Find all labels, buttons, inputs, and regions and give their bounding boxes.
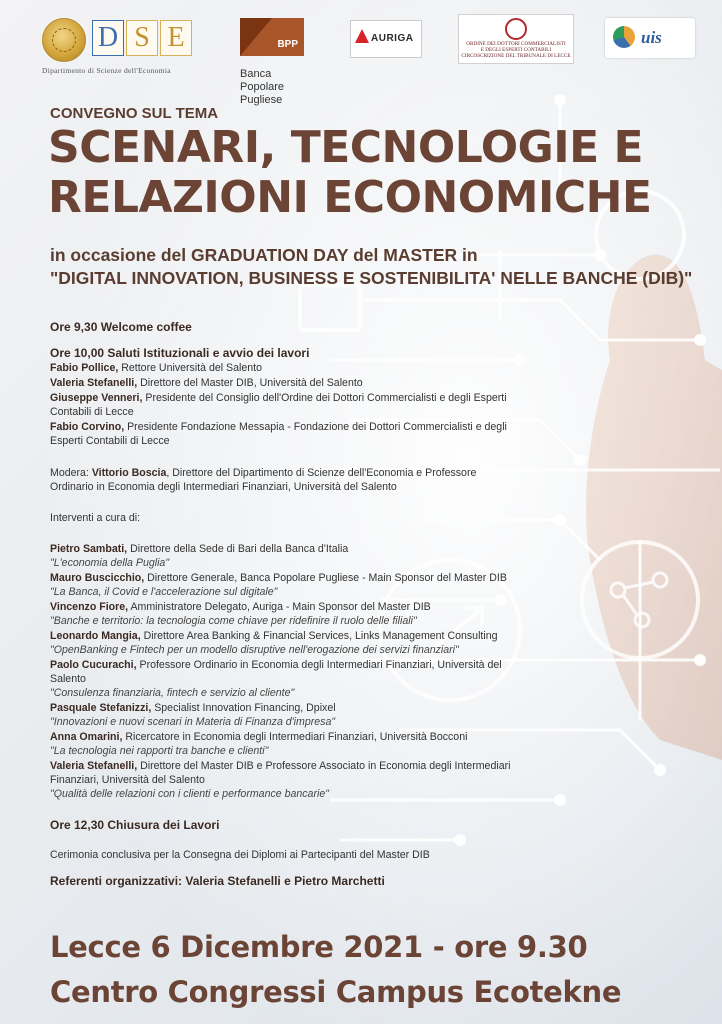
bpp-name-line: Pugliese [240, 94, 283, 106]
opening-speaker [50, 361, 520, 375]
speaker-name: Valeria Stefanelli, [50, 377, 138, 389]
talk-item [50, 571, 520, 599]
interventions-label: Interventi a cura di: [50, 512, 141, 524]
speaker-name: Vincenzo Fiore, [50, 601, 129, 613]
opening-speaker [50, 376, 520, 390]
uis-logo [605, 18, 695, 58]
dse-letter-d: D [92, 20, 124, 56]
bpp-name-line: Banca [240, 68, 272, 80]
odcec-emblem-icon [505, 18, 527, 40]
bpp-mark-icon [240, 18, 304, 56]
opening-speaker [50, 420, 520, 448]
talk-item [50, 600, 520, 628]
bpp-name-line: Popolare [240, 81, 285, 93]
speaker-name: Fabio Corvino, [50, 421, 125, 433]
conference-kicker: CONVEGNO SUL TEMA [50, 105, 219, 122]
banca-popolare-pugliese-logo [240, 18, 330, 113]
conference-title [48, 123, 688, 223]
moderator-name: Vittorio Boscia [91, 467, 167, 479]
talk-item [50, 759, 520, 801]
moderator [50, 466, 520, 494]
event-date-time: Lecce 6 Dicembre 2021 - ore 9.30 [50, 930, 588, 964]
event-venue: Centro Congressi Campus Ecotekne [50, 975, 622, 1009]
talk-title: "Innovazioni e nuovi scenari in Materia di Finanza d'impresa" [50, 716, 336, 728]
conference-title-line: SCENARI, TECNOLOGIE E [48, 122, 644, 173]
speaker-name: Valeria Stefanelli, [50, 760, 138, 772]
odcec-line: ORDINE DEI DOTTORI COMMERCIALISTI [466, 41, 566, 47]
uis-name: uis [641, 28, 662, 47]
talk-title: "L'economia della Puglia" [50, 557, 170, 569]
dse-letters [92, 20, 192, 56]
speaker-name: Fabio Pollice, [50, 362, 119, 374]
talk-title: "La tecnologia nei rapporti tra banche e clienti" [50, 745, 269, 757]
opening-speaker [50, 391, 520, 419]
organizers [50, 874, 520, 888]
talk-item [50, 658, 520, 700]
dse-caption: Dipartimento di Scienze dell'Economia [42, 66, 171, 75]
occasion-event: GRADUATION DAY [191, 245, 349, 265]
occasion-master: MASTER in [383, 245, 478, 265]
talk-title: "Banche e territorio: la tecnologia come chiave per ridefinire il ruolo delle filiali" [50, 615, 417, 627]
talk-title: "La Banca, il Covid e l'accelerazione sul digitale" [50, 586, 278, 598]
opening-session-heading: Ore 10,00 Saluti Istituzionali e avvio dei lavori [50, 346, 310, 360]
odcec-line: CIRCOSCRIZIONE DEL TRIBUNALE DI LECCE [461, 53, 571, 59]
partner-logo-bar [0, 12, 722, 107]
speaker-role: Direttore Area Banking & Financial Services, Links Management Consulting [143, 630, 498, 642]
speaker-role: Direttore del Master DIB e Professore Associato in Economia degli Intermediari Finanziari, Università del Salento [50, 760, 511, 786]
talk-item [50, 701, 520, 729]
auriga-name: AURIGA [371, 33, 414, 44]
moderator-label: Modera: [50, 467, 92, 479]
dse-logo [42, 18, 202, 80]
conference-title-line: RELAZIONI ECONOMICHE [48, 172, 652, 223]
occasion-prefix: in occasione del [50, 245, 192, 265]
speaker-role: Presidente Fondazione Messapia - Fondazione dei Dottori Commercialisti e degli Esperti Contabili di Lecce [50, 421, 507, 447]
speaker-role: Specialist Innovation Financing, Dpixel [154, 702, 336, 714]
talk-item [50, 629, 520, 657]
closing-heading: Ore 12,30 Chiusura dei Lavori [50, 818, 220, 832]
organizers-label: Referenti organizzativi: [50, 874, 186, 888]
speaker-name: Giuseppe Venneri, [50, 392, 143, 404]
talk-item [50, 542, 520, 570]
speaker-name: Anna Omarini, [50, 731, 123, 743]
talk-item [50, 730, 520, 758]
speaker-name: Pasquale Stefanizzi, [50, 702, 152, 714]
speaker-name: Paolo Cucurachi, [50, 659, 137, 671]
occasion-subtitle [50, 244, 700, 290]
speaker-role: Rettore Università del Salento [121, 362, 262, 374]
odcec-line: E DEGLI ESPERTI CONTABILI [480, 47, 552, 53]
organizers-names: Valeria Stefanelli e Pietro Marchetti [185, 874, 385, 888]
speaker-role: Direttore Generale, Banca Popolare Pugliese - Main Sponsor del Master DIB [147, 572, 507, 584]
talk-title: "Qualità delle relazioni con i clienti e performance bancarie" [50, 788, 329, 800]
university-seal-icon [42, 18, 86, 62]
uis-mark-icon [613, 26, 635, 48]
occasion-mid: del [348, 245, 384, 265]
bpp-mark-text: BPP [277, 39, 298, 50]
speaker-name: Pietro Sambati, [50, 543, 128, 555]
odcec-lecce-logo [458, 14, 574, 64]
moderator-role: , Direttore del Dipartimento di Scienze dell'Economia e Professore Ordinario in Economia degli Intermediari Finanziari, Università del Salento [50, 467, 477, 493]
speaker-role: Professore Ordinario in Economia degli Intermediari Finanziari, Università del Salento [50, 659, 502, 685]
dse-letter-s: S [126, 20, 158, 56]
auriga-triangle-icon [355, 29, 369, 43]
auriga-logo [350, 20, 422, 58]
talk-title: "Consulenza finanziaria, fintech e servizio al cliente" [50, 687, 295, 699]
speaker-name: Mauro Buscicchio, [50, 572, 145, 584]
event-program [50, 320, 520, 888]
speaker-role: Presidente del Consiglio dell'Ordine dei Dottori Commercialisti e degli Esperti Contabili di Lecce [50, 392, 507, 418]
talk-title: "OpenBanking e Fintech per un modello disruptive nell'erogazione dei servizi finanziari" [50, 644, 459, 656]
master-program-name: "DIGITAL INNOVATION, BUSINESS E SOSTENIBILITA' NELLE BANCHE (DIB)" [50, 268, 693, 288]
welcome-coffee-time: Ore 9,30 Welcome coffee [50, 320, 192, 334]
speaker-role: Direttore del Master DIB, Università del Salento [140, 377, 363, 389]
speaker-role: Direttore della Sede di Bari della Banca d'Italia [130, 543, 349, 555]
speaker-name: Leonardo Mangia, [50, 630, 141, 642]
dse-letter-e: E [160, 20, 192, 56]
speaker-role: Amministratore Delegato, Auriga - Main Sponsor del Master DIB [130, 601, 431, 613]
ceremony-note: Cerimonia conclusiva per la Consegna dei Diplomi ai Partecipanti del Master DIB [50, 849, 430, 861]
bpp-name [240, 68, 330, 107]
speaker-role: Ricercatore in Economia degli Intermediari Finanziari, Università Bocconi [125, 731, 468, 743]
